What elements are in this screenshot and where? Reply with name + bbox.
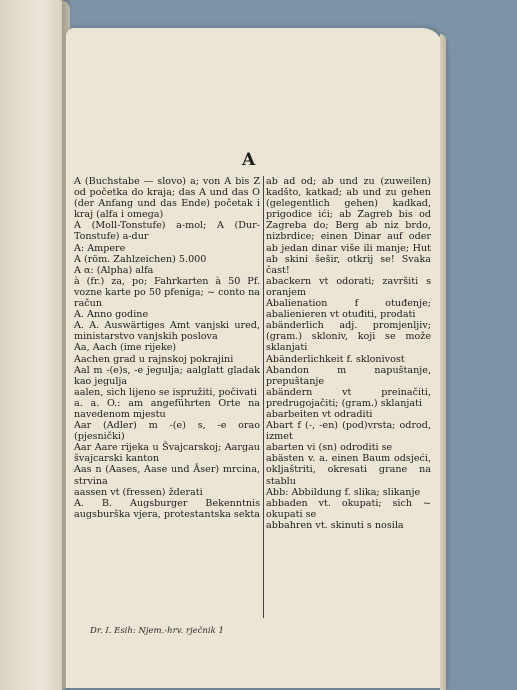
left-column [74, 176, 260, 520]
entry: à (fr.) za, po; Fahrkarten à 50 Pf. vozne karte po 50 pfeniga; ~ conto na račun [74, 275, 260, 310]
entry: Aal m -(e)s, -e jegulja; aalglatt gladak kao jegulja [74, 364, 260, 387]
entry: A (röm. Zahlzeichen) 5.000 [74, 253, 207, 265]
entry: A (Moll-Tonstufe) a-mol; A (Dur-Tonstufe) a-dur [74, 220, 260, 243]
entry: A. A. Auswärtiges Amt vanjski ured, ministarstvo vanjskih poslova [74, 320, 260, 343]
entry: Aas n (Aases, Aase und Äser) mrcina, strvina [74, 464, 260, 487]
entry: Abalienation f otuđenje; abalienieren vt otuđiti, prodati [266, 298, 431, 321]
entry: Abandon m napuštanje, prepuštanje [266, 364, 431, 387]
entry: aassen vt (fressen) žderati [74, 486, 203, 498]
entry: abarten vi (sn) odroditi se [266, 442, 393, 454]
entry: abbaden vt. okupati; sich ~ okupati se [266, 497, 431, 520]
entry: ab ad od; ab und zu (zuweilen) kadšto, katkad; ab und zu gehen (gelegentlich gehen) kadkad, prigodice ići; ab Zagreb bis od Zagreba do; Berg ab niz brdo, nizbrdice; einen Dinar auf oder ab jedan dinar više ili manje; Hut ab skini šešir, otkrij se! Svaka čast! [266, 176, 431, 276]
entry: abbahren vt. skinuti s nosila [266, 519, 404, 531]
entry: A (Buchstabe — slovo) a; von A bis Z od početka do kraja; das A und das O (der Anfang und das Ende) početak i kraj (alfa i omega) [74, 176, 260, 221]
entry: Aachen grad u rajnskoj pokrajini [74, 353, 234, 365]
entry: A. B. Augsburger Bekenntnis augsburška vjera, protestantska sekta [74, 497, 260, 520]
entry: abästen v. a. einen Baum odsjeći, okljaštriti, okresati grane na stablu [266, 453, 431, 487]
column-divider [263, 176, 264, 618]
entry: a. a. O.: am angeführten Orte na navedenom mjestu [74, 397, 260, 420]
page-edge [440, 34, 446, 690]
entry: Abänderlichkeit f. sklonivost [266, 353, 405, 365]
entry: Abb: Abbildung f. slika; slikanje [266, 486, 421, 498]
entry: abarbeiten vt odraditi [266, 408, 373, 420]
entry: A: Ampere [74, 242, 126, 254]
entry: aalen, sich lijeno se ispružiti, počivati [74, 386, 257, 398]
entry: Abart f (-, -en) (pod)vrsta; odrod, izmet [266, 420, 431, 443]
right-column [266, 176, 431, 531]
entry: Aa, Aach (ime rijeke) [74, 342, 177, 354]
entry: Aar Aare rijeka u Švajcarskoj; Aargau švajcarski kanton [74, 442, 260, 465]
entry: abändern vt preinačiti, predrugojačiti; (gram.) sklanjati [266, 386, 431, 409]
entry: A. Anno godine [74, 309, 149, 321]
entry: abackern vt odorati; završiti s oranjem [266, 275, 431, 298]
page-footer: Dr. I. Esih: Njem.-hrv. rječnik 1 [90, 626, 224, 636]
entry: abänderlich adj. promjenljiv; (gram.) skloniv, koji se može sklanjati [266, 320, 431, 354]
section-letter: A [242, 150, 256, 170]
facing-page [0, 0, 70, 690]
entry: Aar (Adler) m -(e) s, -e orao (pjesnički) [74, 420, 260, 443]
entry: A α: (Alpha) alfa [74, 264, 154, 276]
